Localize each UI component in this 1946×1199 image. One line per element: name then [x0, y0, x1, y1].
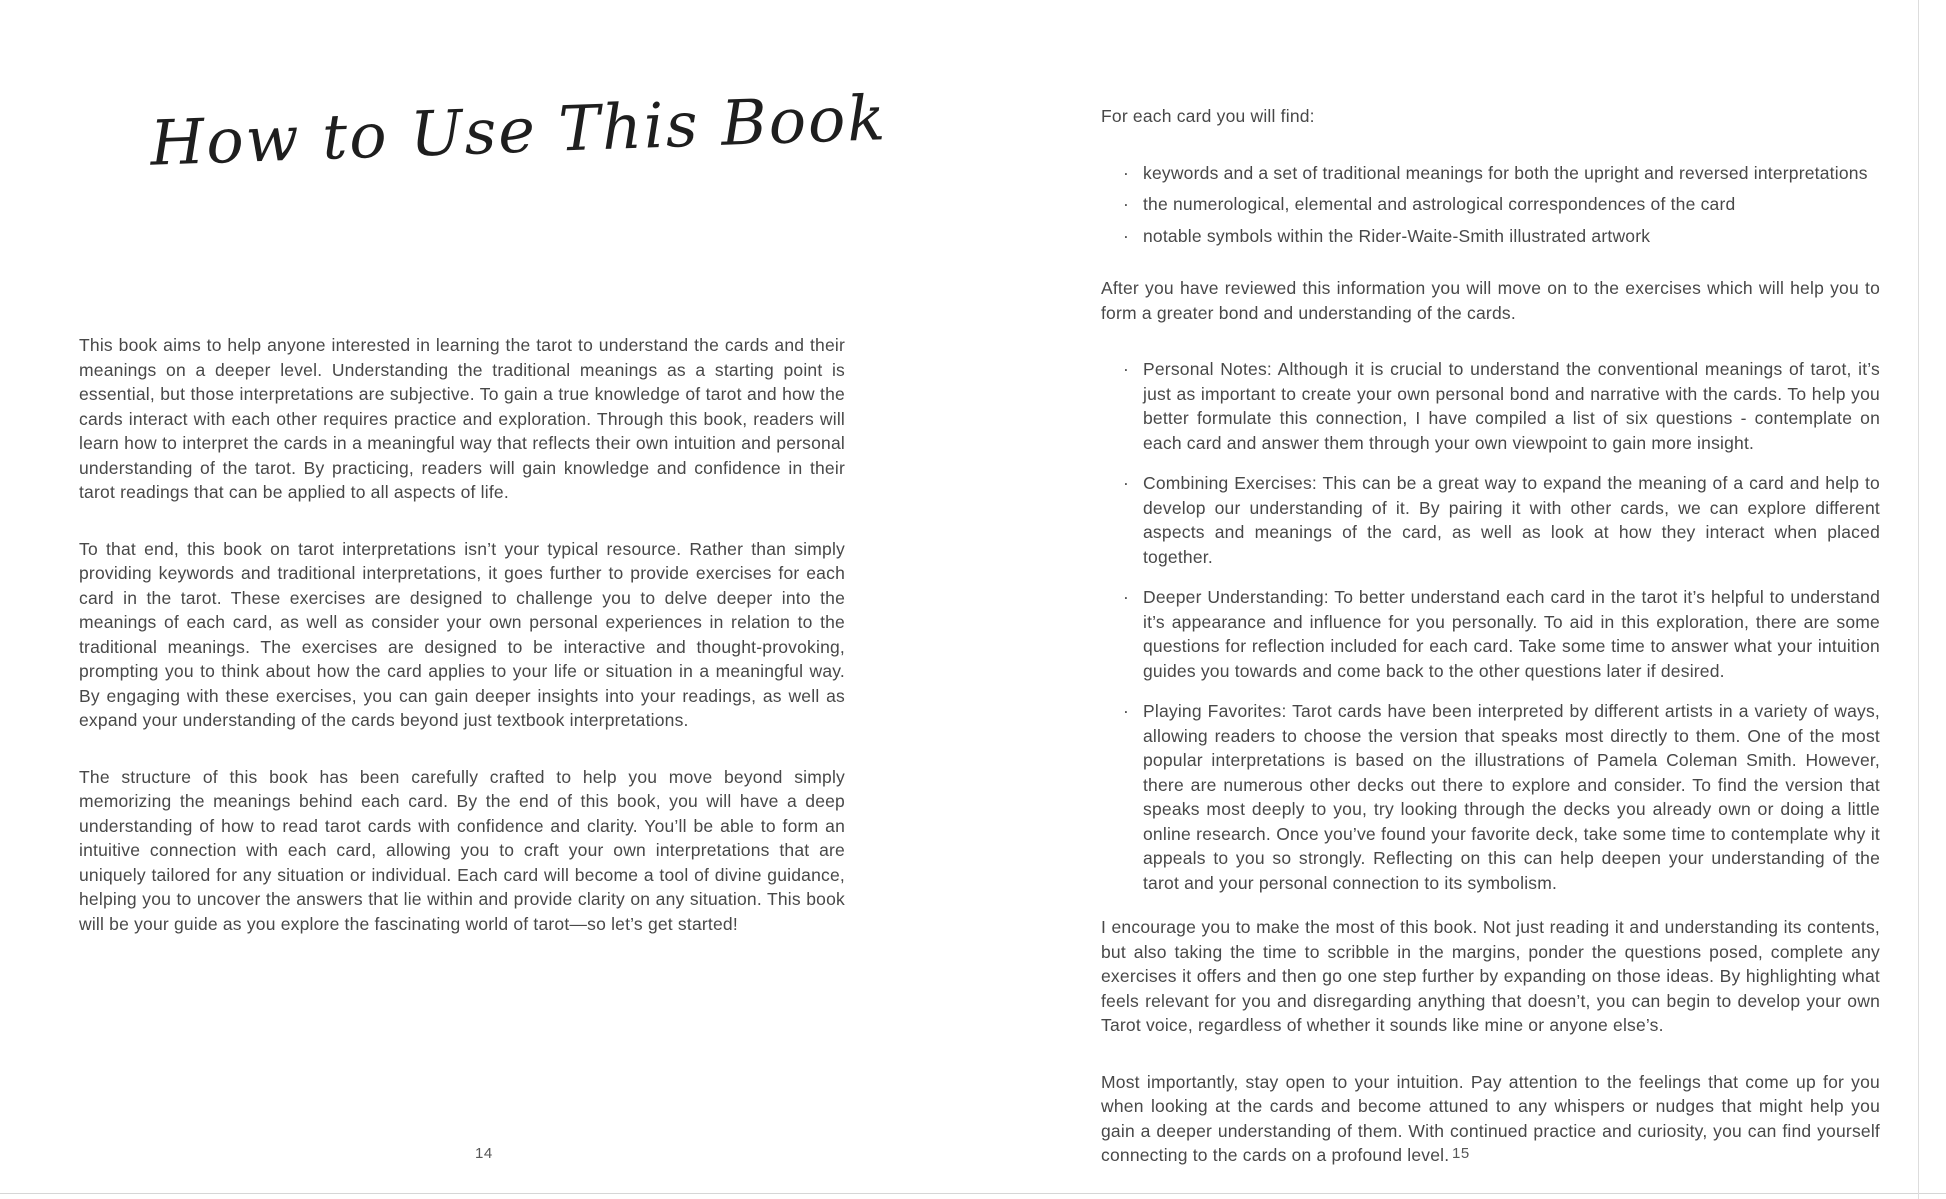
list-item-text: keywords and a set of traditional meanings for both the upright and reversed interpretations — [1143, 162, 1868, 183]
paragraph: This book aims to help anyone interested in learning the tarot to understand the cards and their meanings on a deeper level. Understanding the traditional meanings as a starting point is essential, but those interpretations are subjective. To gain a true knowledge of tarot and how the cards interact with each other requires practice and exploration. Through this book, readers will learn how to interpret the cards in a meaningful way that reflects their own intuition and personal understanding of the tarot. By practicing, readers will gain knowledge and confidence in their tarot readings that can be applied to all aspects of life. — [79, 335, 845, 502]
paragraph: Most importantly, stay open to your intuition. Pay attention to the feelings that come up for you when looking at the cards and become attuned to any whispers or nudges that might help you gain a deeper understanding of them. With continued practice and curiosity, you can find yourself connecting to the cards on a profound level. — [1101, 1071, 1880, 1165]
page-edge-right-line — [1918, 0, 1919, 1199]
list-item-text: Combining Exercises: This can be a great way to expand the meaning of a card and help to develop our understanding of it. By pairing it with other cards, we can explore different aspects and meanings of the card, as well as look at how they interact when placed together. — [1143, 473, 1880, 567]
paragraph: To that end, this book on tarot interpretations isn’t your typical resource. Rather than simply providing keywords and traditional interpretations, it goes further to provide exercises for each card in the tarot. These exercises are designed to challenge you to delve deeper into the meanings of each card, as well as consider your own personal experiences in relation to the traditional meanings. The exercises are designed to be interactive and thought-provoking, prompting you to think about how the card applies to your life or situation in a meaningful way. By engaging with these exercises, you can gain deeper insights into your readings, as well as expand your understanding of the cards beyond just textbook interpretations. — [79, 538, 845, 730]
bullet-dot-icon: · — [1123, 225, 1129, 246]
list-item — [1101, 357, 1880, 455]
paragraph: The structure of this book has been carefully crafted to help you move beyond simply memorizing the meanings behind each card. By the end of this book, you will have a deep understanding of how to read tarot cards with confidence and clarity. You’ll be able to form an intuitive connection with each card, allowing you to craft your own interpretations that are uniquely tailored for any situation or individual. Each card will become a tool of divine guidance, helping you to uncover the answers that lie within and provide clarity on any situation. This book will be your guide as you explore the fascinating world of tarot—so let’s get started! — [79, 766, 845, 934]
paragraph: After you have reviewed this information you will move on to the exercises which will help you to form a greater bond and understanding of the cards. — [1101, 278, 1880, 323]
bullet-dot-icon: · — [1123, 359, 1129, 379]
list-item — [1101, 585, 1880, 683]
list-item-text: Personal Notes: Although it is crucial to understand the conventional meanings of tarot, it’s just as important to create your own personal bond and narrative with the cards. To help you better formulate this connection, I have compiled a list of six questions - contemplate on each card and answer them through your own viewpoint to gain more insight. — [1143, 359, 1880, 453]
list-item-text: notable symbols within the Rider-Waite-Smith illustrated artwork — [1143, 225, 1651, 246]
list-item — [1101, 471, 1880, 569]
card-contents-list — [1101, 161, 1880, 249]
bullet-dot-icon: · — [1123, 701, 1129, 721]
list-item — [1101, 224, 1880, 249]
page-number-left: 14 — [475, 1145, 493, 1162]
list-item — [1101, 161, 1880, 186]
list-item-text: Deeper Understanding: To better understand each card in the tarot it’s helpful to understand it’s appearance and influence for you personally. To aid in this exploration, there are some questions for reflection included for each card. Take some time to answer what your intuition guides you towards and come back to the other questions later if desired. — [1143, 587, 1880, 681]
bullet-dot-icon: · — [1123, 162, 1129, 183]
right-page-body — [1101, 104, 1880, 1199]
exercises-list — [1101, 357, 1880, 895]
paragraph: I encourage you to make the most of this book. Not just reading it and understanding its contents, but also taking the time to scribble in the margins, ponder the questions posed, complete any exercises it offers and then go one step further by expanding on those ideas. By highlighting what feels relevant for you and disregarding anything that doesn’t, you can begin to develop your own Tarot voice, regardless of whether it sounds like mine or anyone else’s. — [1101, 917, 1880, 1035]
list-item-text: Playing Favorites: Tarot cards have been interpreted by different artists in a variety of ways, allowing readers to choose the version that speaks most directly to them. One of the most popular interpretations is based on the illustrations of Pamela Coleman Smith. However, there are numerous other decks out there to explore and consider. To find the version that speaks most deeply to you, try looking through the decks you already own or doing a little online research. Once you’ve found your favorite deck, take some time to contemplate why it appeals to you so strongly. Reflecting on this can help deepen your understanding of the tarot and your personal connection to its symbolism. — [1143, 701, 1880, 893]
page-number-right: 15 — [1452, 1145, 1470, 1162]
bullet-dot-icon: · — [1123, 587, 1129, 607]
page-edge-bottom-line — [0, 1193, 1946, 1194]
list-item — [1101, 699, 1880, 895]
bullet-dot-icon: · — [1123, 473, 1129, 493]
intro-line: For each card you will find: — [1101, 106, 1315, 126]
list-item-text: the numerological, elemental and astrological correspondences of the card — [1143, 194, 1736, 214]
bullet-dot-icon: · — [1123, 194, 1129, 214]
left-page-body — [79, 333, 845, 968]
list-item — [1101, 192, 1880, 217]
chapter-title: How to Use This Book — [148, 81, 889, 180]
